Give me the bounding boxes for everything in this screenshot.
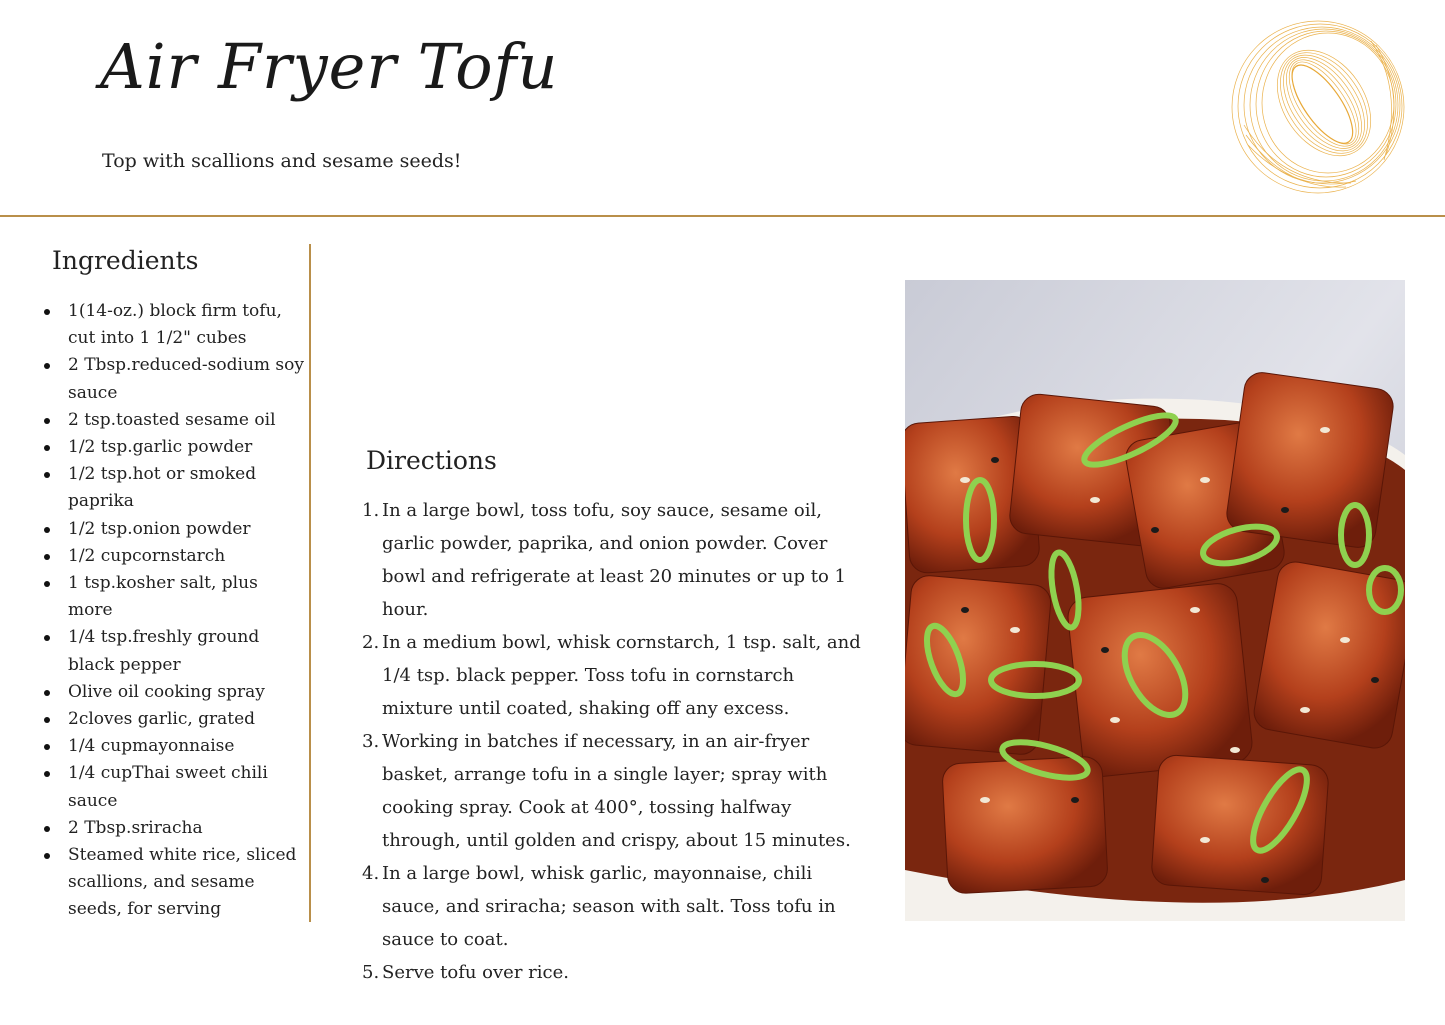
direction-step [362, 626, 862, 725]
tofu-dish-photo [905, 280, 1405, 921]
step-number: 5. [362, 962, 380, 983]
step-text: In a medium bowl, whisk cornstarch, 1 tsp. salt, and 1/4 tsp. black pepper. Toss tofu in cornstarch mixture until coated, shaking off any excess. [382, 632, 861, 719]
header-divider [0, 215, 1445, 217]
step-text: In a large bowl, whisk garlic, mayonnaise, chili sauce, and sriracha; season with salt. Toss tofu in sauce to coat. [382, 863, 836, 950]
ingredient-item: Steamed white rice, sliced scallions, and sesame seeds, for serving [42, 842, 304, 924]
ingredient-item: 1(14-oz.) block firm tofu, cut into 1 1/2" cubes [42, 298, 304, 352]
ingredient-item: 2cloves garlic, grated [42, 706, 304, 733]
step-text: Working in batches if necessary, in an air-fryer basket, arrange tofu in a single layer; spray with cooking spray. Cook at 400°, tossing halfway through, until golden and crispy, about 15 minutes. [382, 731, 851, 851]
column-divider [309, 244, 311, 922]
direction-step [362, 857, 862, 956]
ingredient-item: 1/2 cupcornstarch [42, 543, 304, 570]
step-number: 2. [362, 632, 380, 653]
ingredient-item: 1/2 tsp.hot or smoked paprika [42, 461, 304, 515]
step-number: 1. [362, 500, 380, 521]
ingredient-item: 1/4 cupmayonnaise [42, 733, 304, 760]
step-number: 4. [362, 863, 380, 884]
ingredient-item: 1/2 tsp.onion powder [42, 516, 304, 543]
ingredient-item: 1/2 tsp.garlic powder [42, 434, 304, 461]
step-number: 3. [362, 731, 380, 752]
recipe-subtitle: Top with scallions and sesame seeds! [102, 150, 462, 172]
step-text: In a large bowl, toss tofu, soy sauce, sesame oil, garlic powder, paprika, and onion powder. Cover bowl and refrigerate at least 20 minutes or up to 1 hour. [382, 500, 846, 620]
ingredients-heading: Ingredients [52, 246, 199, 275]
ingredient-item: 2 tsp.toasted sesame oil [42, 407, 304, 434]
direction-step [362, 494, 862, 626]
ingredient-item: 2 Tbsp.reduced-sodium soy sauce [42, 352, 304, 406]
direction-step [362, 956, 862, 989]
directions-heading: Directions [366, 446, 497, 475]
ingredient-item: Olive oil cooking spray [42, 679, 304, 706]
ingredient-item: 1 tsp.kosher salt, plus more [42, 570, 304, 624]
ring-logo-icon [1226, 15, 1410, 199]
ingredient-item: 2 Tbsp.sriracha [42, 815, 304, 842]
recipe-title: Air Fryer Tofu [100, 30, 559, 103]
ingredient-item: 1/4 cupThai sweet chili sauce [42, 760, 304, 814]
ingredient-item: 1/4 tsp.freshly ground black pepper [42, 624, 304, 678]
directions-list [362, 494, 862, 989]
step-text: Serve tofu over rice. [382, 962, 569, 983]
ingredients-list [42, 298, 304, 924]
direction-step [362, 725, 862, 857]
